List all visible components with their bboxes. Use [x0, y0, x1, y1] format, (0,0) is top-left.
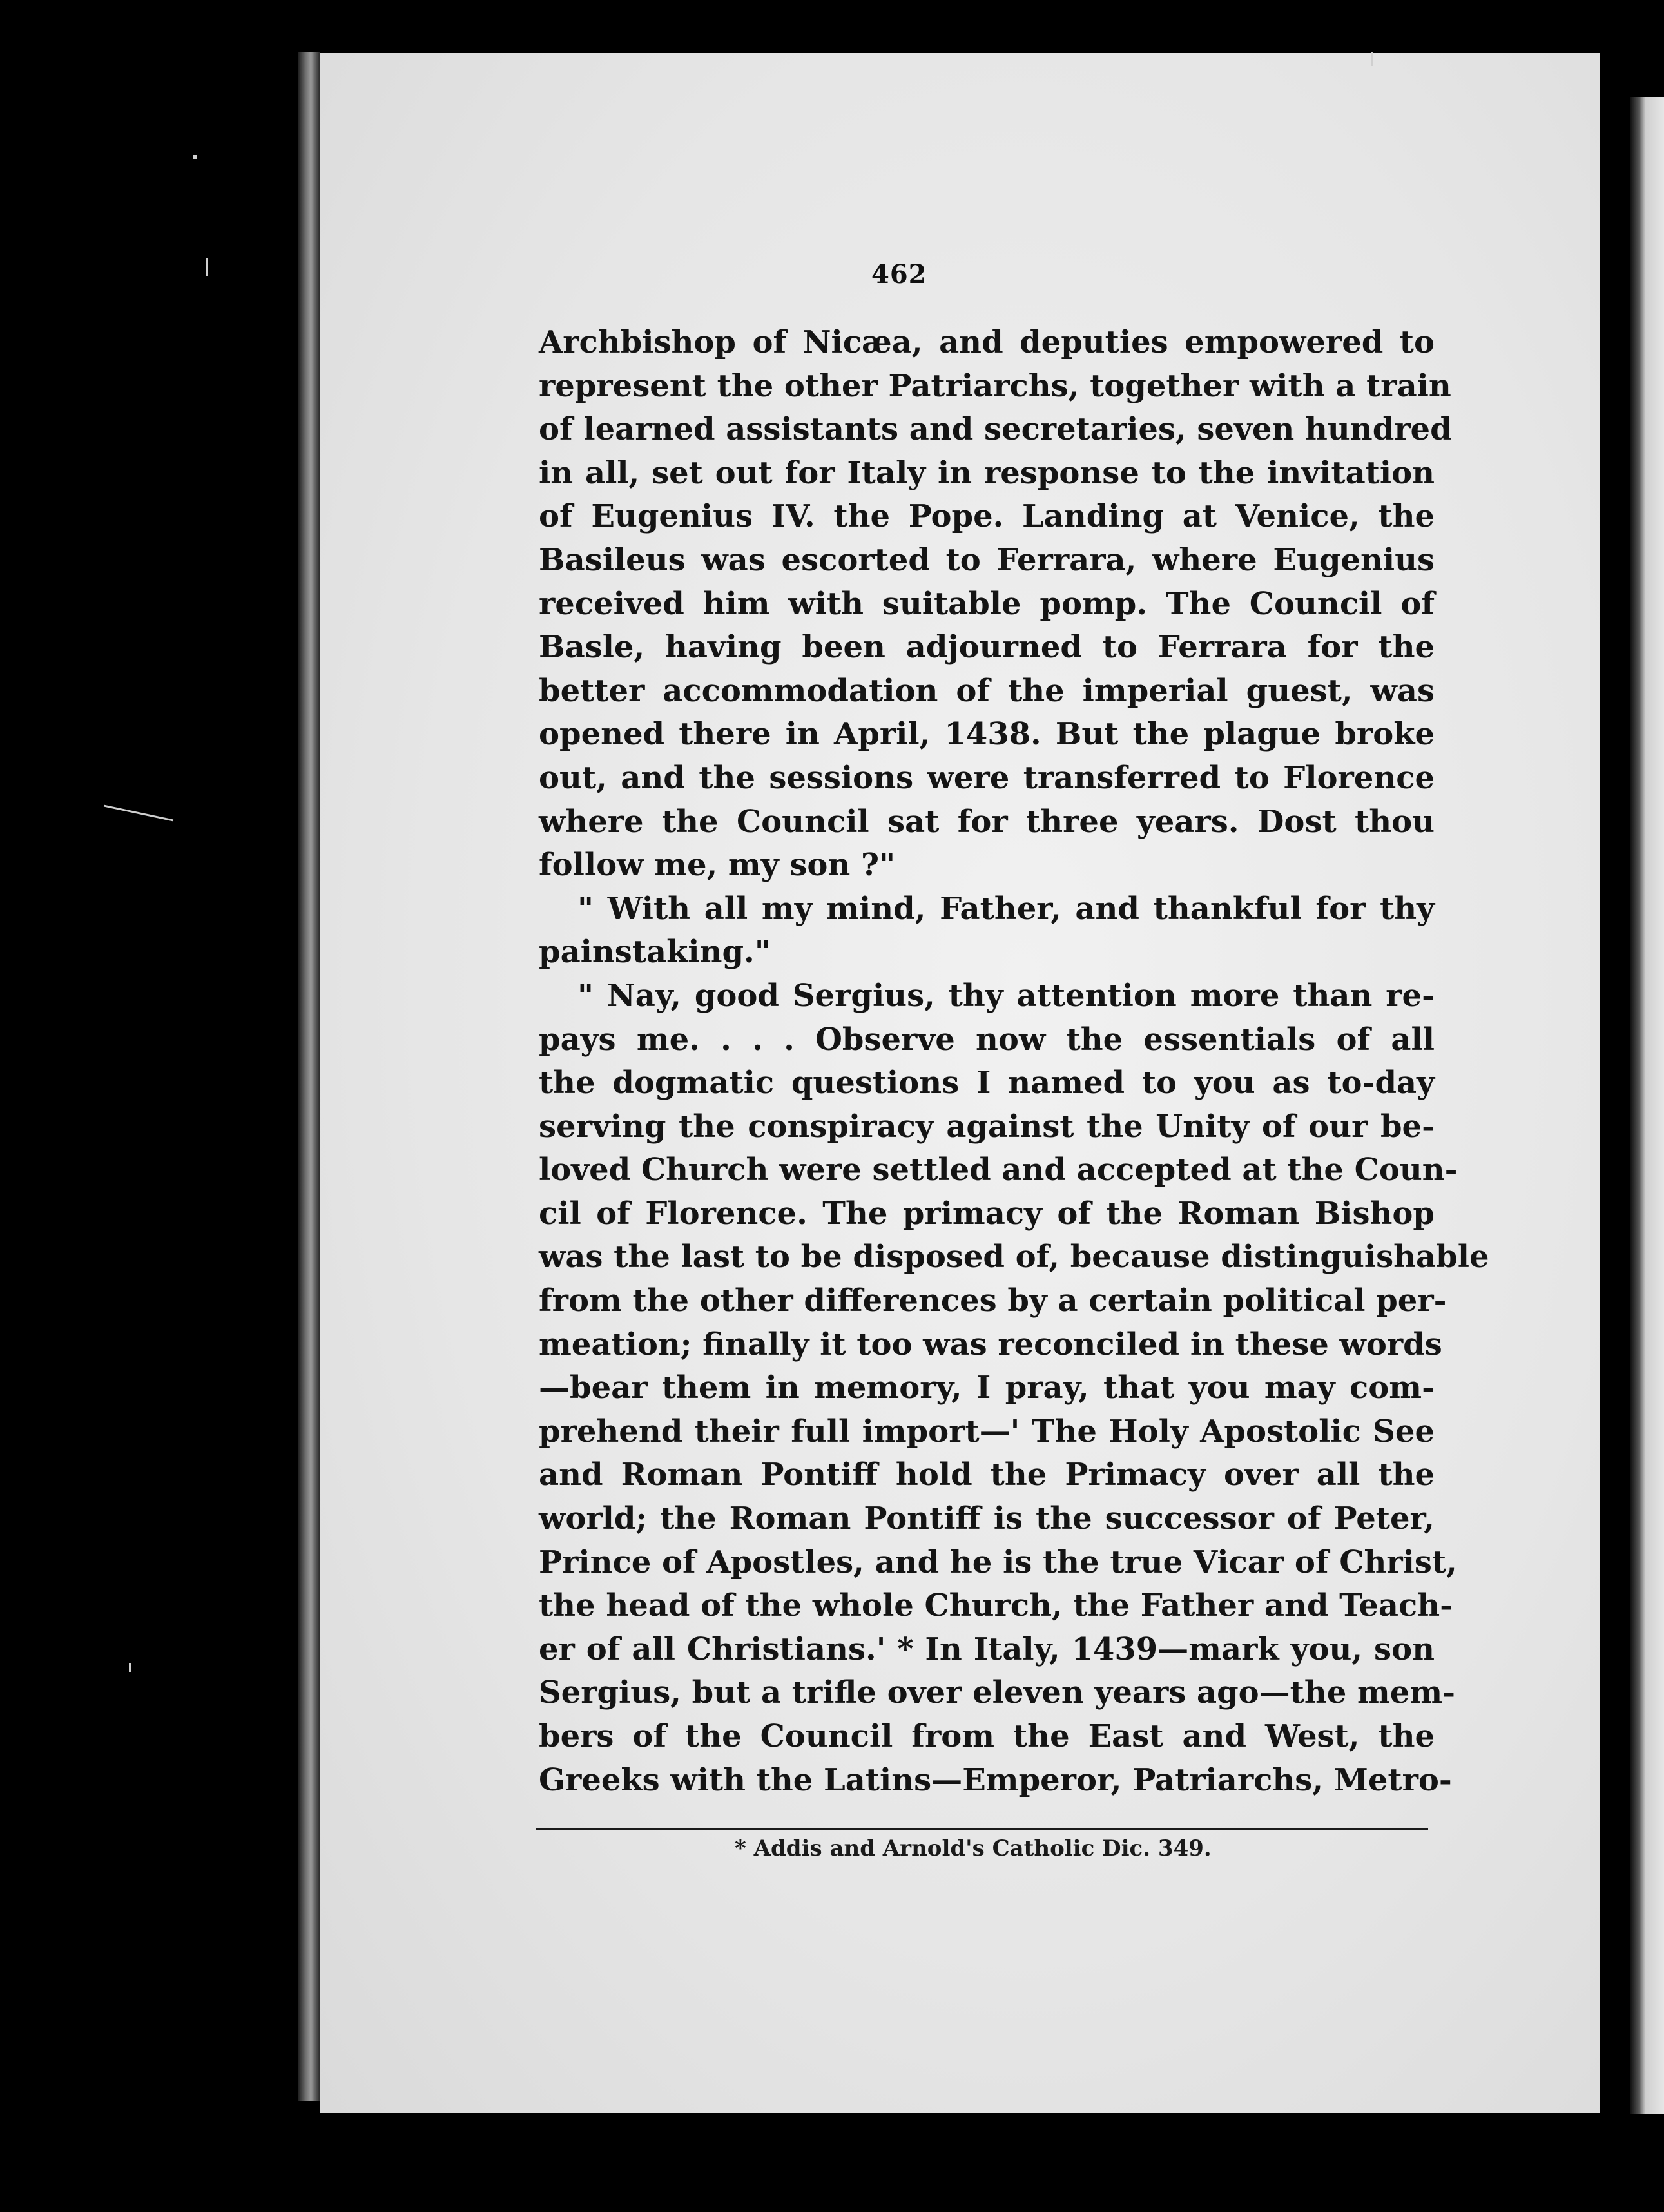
text-line: and Roman Pontiff hold the Primacy over all the [539, 1457, 1435, 1493]
text-line: cil of Florence. The primacy of the Roman Bishop [539, 1195, 1435, 1232]
text-line: Prince of Apostles, and he is the true Vicar of Christ, [539, 1544, 1457, 1580]
text-line: painstaking." [539, 934, 771, 971]
text-line: prehend their full import—' The Holy Apostolic See [539, 1413, 1435, 1450]
text-line: Basileus was escorted to Ferrara, where Eugenius [539, 541, 1435, 578]
text-line: " Nay, good Sergius, thy attention more than re- [577, 977, 1435, 1014]
scan-speck [1371, 52, 1373, 66]
footnote: * Addis and Arnold's Catholic Dic. 349. [735, 1836, 1212, 1861]
text-line: bers of the Council from the East and West, the [539, 1718, 1435, 1754]
text-line: where the Council sat for three years. Dost thou [539, 803, 1435, 840]
book-binding-edge [298, 52, 320, 2101]
text-line: meation; finally it too was reconciled in these words [539, 1326, 1442, 1363]
text-line: the head of the whole Church, the Father and Teach- [539, 1587, 1453, 1624]
text-line: Archbishop of Nicæa, and deputies empowered to [539, 324, 1435, 360]
text-line: the dogmatic questions I named to you as to-day [539, 1065, 1435, 1101]
text-line: opened there in April, 1438. But the plague broke [539, 716, 1435, 753]
text-line: follow me, my son ?" [539, 847, 896, 884]
page-number: 462 [871, 259, 927, 289]
text-line: pays me. . . . Observe now the essentials of all [539, 1021, 1435, 1058]
scan-speck [129, 1663, 131, 1672]
text-line: loved Church were settled and accepted at the Coun- [539, 1152, 1458, 1188]
text-line: Greeks with the Latins—Emperor, Patriarchs, Metro- [539, 1761, 1452, 1798]
text-line: of Eugenius IV. the Pope. Landing at Venice, the [539, 498, 1435, 535]
text-line: of learned assistants and secretaries, seven hundred [539, 411, 1452, 448]
text-line: better accommodation of the imperial guest, was [539, 672, 1435, 709]
scan-speck [104, 805, 173, 822]
scan-speck [193, 155, 197, 159]
text-line: represent the other Patriarchs, together with a train [539, 367, 1451, 404]
text-line: Basle, having been adjourned to Ferrara for the [539, 629, 1435, 666]
text-line: out, and the sessions were transferred to Florence [539, 759, 1435, 796]
text-line: " With all my mind, Father, and thankful for thy [577, 890, 1435, 927]
text-line: Sergius, but a trifle over eleven years ago—the mem- [539, 1674, 1456, 1711]
text-line: er of all Christians.' * In Italy, 1439—mark you, son [539, 1631, 1435, 1667]
text-line: from the other differences by a certain political per- [539, 1283, 1447, 1319]
text-line: —bear them in memory, I pray, that you may com- [539, 1370, 1435, 1406]
text-line: world; the Roman Pontiff is the successor of Peter, [539, 1500, 1435, 1537]
scan-speck [206, 258, 208, 276]
text-line: received him with suitable pomp. The Council of [539, 585, 1435, 622]
body-text [539, 321, 1489, 1802]
footnote-rule [536, 1828, 1428, 1830]
text-line: in all, set out for Italy in response to the invitation [539, 454, 1435, 491]
next-page-edge [1630, 97, 1664, 2114]
text-line: serving the conspiracy against the Unity of our be- [539, 1108, 1435, 1145]
text-line: was the last to be disposed of, because distinguishable [539, 1239, 1489, 1276]
